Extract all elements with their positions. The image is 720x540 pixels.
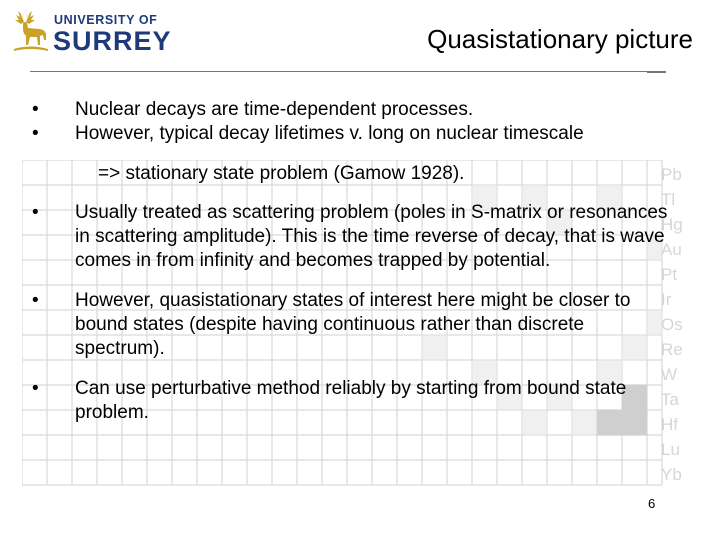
element-symbol: Hg bbox=[661, 215, 683, 234]
slide-content bbox=[32, 98, 672, 425]
element-symbol: Os bbox=[661, 315, 683, 334]
bullet-text: Nuclear decays are time-dependent processes. bbox=[75, 99, 474, 120]
element-symbol: Hf bbox=[661, 415, 678, 434]
element-symbol: Ir bbox=[661, 290, 672, 309]
bullet-list bbox=[32, 201, 672, 425]
bullet-text: Can use perturbative method reliably by starting from bound state problem. bbox=[75, 378, 627, 423]
bullet-text: However, typical decay lifetimes v. long on nuclear timescale bbox=[75, 123, 584, 144]
bullet-item bbox=[32, 201, 672, 273]
title-underline bbox=[30, 71, 666, 72]
element-symbol: Yb bbox=[661, 465, 682, 484]
bullet-item bbox=[32, 289, 672, 361]
element-symbol: Lu bbox=[661, 440, 680, 459]
bullet-list bbox=[32, 98, 672, 146]
element-symbol: Au bbox=[661, 240, 682, 259]
bullet-marker: • bbox=[32, 123, 39, 144]
page-number: 6 bbox=[648, 496, 656, 511]
slide-title: Quasistationary picture bbox=[427, 24, 693, 54]
logo-university-of: UNIVERSITY OF bbox=[54, 13, 158, 27]
element-symbol: Re bbox=[661, 340, 683, 359]
element-symbol: W bbox=[661, 365, 678, 384]
title-underline-tick bbox=[647, 72, 666, 73]
bullet-marker: • bbox=[32, 378, 39, 399]
bullet-item bbox=[32, 98, 672, 122]
element-symbol: Pb bbox=[661, 165, 682, 184]
bullet-text: Usually treated as scattering problem (poles in S-matrix or resonances in scattering amplitude). This is the time reverse of decay, that is wave comes in from infinity and becomes trapped by potential. bbox=[75, 202, 668, 271]
logo-name: SURREY bbox=[53, 26, 172, 56]
element-symbol: Ta bbox=[661, 390, 679, 409]
university-logo bbox=[10, 9, 170, 55]
element-symbol: Pt bbox=[661, 265, 678, 284]
bullet-item bbox=[32, 122, 672, 146]
bullet-text: However, quasistationary states of interest here might be closer to bound states (despite having continuous rather than discrete spectrum). bbox=[75, 290, 631, 359]
sub-text: => stationary state problem (Gamow 1928). bbox=[98, 163, 465, 184]
stag-icon bbox=[10, 9, 50, 53]
bullet-marker: • bbox=[32, 202, 39, 223]
bullet-marker: • bbox=[32, 99, 39, 120]
bullet-marker: • bbox=[32, 290, 39, 311]
bullet-item bbox=[32, 377, 672, 425]
element-symbol: Tl bbox=[661, 190, 676, 209]
